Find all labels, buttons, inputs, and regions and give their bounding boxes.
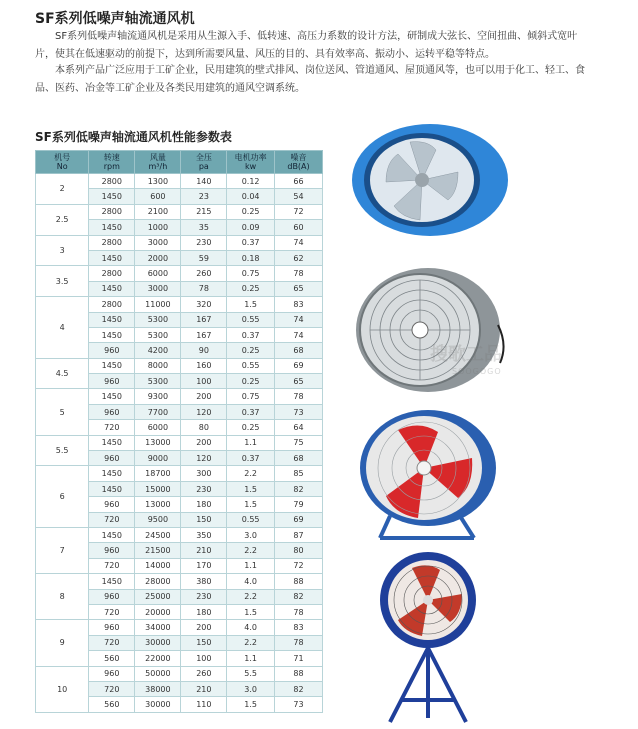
table-cell: 2000 [135, 250, 181, 265]
table-cell: 0.09 [227, 220, 275, 235]
tripod-stand-fan-image [380, 552, 476, 722]
machine-no-cell: 3.5 [36, 266, 89, 297]
table-cell: 960 [89, 497, 135, 512]
table-cell: 720 [89, 604, 135, 619]
header-power: 电机功率 kw [227, 151, 275, 174]
table-row [36, 466, 323, 481]
table-cell: 2.2 [227, 543, 275, 558]
table-title: SF系列低噪声轴流通风机性能参数表 [35, 130, 232, 144]
fan-images [350, 120, 510, 725]
table-cell: 0.25 [227, 343, 275, 358]
watermark-sub: SOOGOGO [452, 367, 502, 376]
table-cell: 720 [89, 635, 135, 650]
table-cell: 3.0 [227, 527, 275, 542]
table-cell: 260 [181, 666, 227, 681]
blue-duct-fan-image [352, 124, 508, 236]
machine-no-cell: 9 [36, 620, 89, 666]
table-cell: 167 [181, 327, 227, 342]
table-cell: 1.5 [227, 297, 275, 312]
intro-paragraph-2: 本系列产品广泛应用于工矿企业，民用建筑的壁式排风、岗位送风、管道通风、屋顶通风等，也可以用于化工、轻工、食品、医药、冶金等工矿企业及各类民用建筑的通风空调系统。 [35, 65, 585, 94]
table-cell: 68 [275, 343, 323, 358]
table-cell: 200 [181, 389, 227, 404]
table-row [36, 666, 323, 681]
table-cell: 8000 [135, 358, 181, 373]
table-cell: 1450 [89, 466, 135, 481]
machine-no-cell: 6 [36, 466, 89, 528]
table-cell: 260 [181, 266, 227, 281]
table-cell: 2800 [89, 235, 135, 250]
table-cell: 1450 [89, 189, 135, 204]
table-cell: 380 [181, 574, 227, 589]
red-blade-fan-image [360, 410, 496, 538]
table-cell: 0.25 [227, 281, 275, 296]
machine-no-cell: 3 [36, 235, 89, 266]
table-cell: 960 [89, 543, 135, 558]
table-cell: 600 [135, 189, 181, 204]
header-noise: 噪音 dB(A) [275, 151, 323, 174]
table-cell: 215 [181, 204, 227, 219]
table-cell: 9000 [135, 451, 181, 466]
table-header-row [36, 151, 323, 174]
table-cell: 3.0 [227, 681, 275, 696]
table-cell: 80 [181, 420, 227, 435]
table-cell: 22000 [135, 651, 181, 666]
table-cell: 74 [275, 235, 323, 250]
table-cell: 60 [275, 220, 323, 235]
table-cell: 71 [275, 651, 323, 666]
table-cell: 960 [89, 374, 135, 389]
table-cell: 1.5 [227, 497, 275, 512]
table-cell: 1450 [89, 220, 135, 235]
table-cell: 90 [181, 343, 227, 358]
table-cell: 20000 [135, 604, 181, 619]
table-row [36, 574, 323, 589]
table-cell: 78 [275, 635, 323, 650]
table-cell: 5300 [135, 327, 181, 342]
table-cell: 13000 [135, 435, 181, 450]
table-cell: 1450 [89, 312, 135, 327]
table-cell: 28000 [135, 574, 181, 589]
table-cell: 50000 [135, 666, 181, 681]
table-cell: 0.18 [227, 250, 275, 265]
table-cell: 1.1 [227, 558, 275, 573]
table-cell: 1450 [89, 435, 135, 450]
table-cell: 82 [275, 481, 323, 496]
table-row [36, 266, 323, 281]
table-cell: 2100 [135, 204, 181, 219]
machine-no-cell: 2 [36, 174, 89, 205]
table-cell: 1.5 [227, 697, 275, 712]
table-cell: 200 [181, 620, 227, 635]
table-row [36, 358, 323, 373]
table-cell: 38000 [135, 681, 181, 696]
machine-no-cell: 7 [36, 527, 89, 573]
machine-no-cell: 2.5 [36, 204, 89, 235]
table-cell: 65 [275, 281, 323, 296]
table-cell: 1450 [89, 389, 135, 404]
table-cell: 210 [181, 543, 227, 558]
table-cell: 167 [181, 312, 227, 327]
table-row [36, 235, 323, 250]
table-cell: 83 [275, 620, 323, 635]
table-cell: 14000 [135, 558, 181, 573]
table-cell: 0.25 [227, 204, 275, 219]
table-cell: 720 [89, 512, 135, 527]
table-cell: 54 [275, 189, 323, 204]
table-cell: 80 [275, 543, 323, 558]
table-row [36, 527, 323, 542]
machine-no-cell: 8 [36, 574, 89, 620]
table-cell: 2.2 [227, 635, 275, 650]
table-cell: 560 [89, 697, 135, 712]
table-cell: 88 [275, 666, 323, 681]
table-cell: 6000 [135, 266, 181, 281]
table-cell: 960 [89, 666, 135, 681]
table-cell: 960 [89, 451, 135, 466]
header-airflow: 风量 m³/h [135, 151, 181, 174]
table-cell: 35 [181, 220, 227, 235]
table-row [36, 204, 323, 219]
header-pressure: 全压 pa [181, 151, 227, 174]
table-cell: 180 [181, 497, 227, 512]
table-cell: 6000 [135, 420, 181, 435]
table-cell: 0.75 [227, 266, 275, 281]
table-cell: 9500 [135, 512, 181, 527]
table-cell: 18700 [135, 466, 181, 481]
table-cell: 13000 [135, 497, 181, 512]
table-cell: 140 [181, 174, 227, 189]
table-cell: 0.37 [227, 235, 275, 250]
table-cell: 24500 [135, 527, 181, 542]
table-cell: 200 [181, 435, 227, 450]
table-cell: 720 [89, 558, 135, 573]
table-cell: 34000 [135, 620, 181, 635]
table-cell: 3000 [135, 281, 181, 296]
table-cell: 150 [181, 512, 227, 527]
table-cell: 1450 [89, 527, 135, 542]
table-cell: 21500 [135, 543, 181, 558]
table-cell: 120 [181, 451, 227, 466]
machine-no-cell: 4 [36, 297, 89, 359]
table-cell: 5300 [135, 374, 181, 389]
table-cell: 65 [275, 374, 323, 389]
table-cell: 0.12 [227, 174, 275, 189]
machine-no-cell: 5.5 [36, 435, 89, 466]
table-cell: 5.5 [227, 666, 275, 681]
table-cell: 4200 [135, 343, 181, 358]
table-cell: 59 [181, 250, 227, 265]
table-cell: 0.04 [227, 189, 275, 204]
table-cell: 2800 [89, 297, 135, 312]
table-row [36, 297, 323, 312]
table-cell: 0.25 [227, 420, 275, 435]
table-cell: 1.1 [227, 435, 275, 450]
table-cell: 2.2 [227, 589, 275, 604]
table-cell: 88 [275, 574, 323, 589]
table-cell: 100 [181, 651, 227, 666]
table-cell: 230 [181, 235, 227, 250]
machine-no-cell: 4.5 [36, 358, 89, 389]
table-cell: 560 [89, 651, 135, 666]
table-cell: 0.37 [227, 327, 275, 342]
table-cell: 78 [275, 604, 323, 619]
table-cell: 1300 [135, 174, 181, 189]
table-cell: 300 [181, 466, 227, 481]
table-cell: 4.0 [227, 574, 275, 589]
page-title: SF系列低噪声轴流通风机 [35, 11, 195, 27]
table-cell: 5300 [135, 312, 181, 327]
table-cell: 230 [181, 589, 227, 604]
table-cell: 210 [181, 681, 227, 696]
table-cell: 78 [275, 266, 323, 281]
table-cell: 0.37 [227, 404, 275, 419]
table-cell: 2800 [89, 204, 135, 219]
table-row [36, 435, 323, 450]
table-cell: 150 [181, 635, 227, 650]
table-cell: 0.75 [227, 389, 275, 404]
table-cell: 74 [275, 327, 323, 342]
table-cell: 79 [275, 497, 323, 512]
table-cell: 0.25 [227, 374, 275, 389]
table-cell: 1.1 [227, 651, 275, 666]
spec-table [35, 150, 323, 713]
table-cell: 1.5 [227, 604, 275, 619]
table-cell: 78 [181, 281, 227, 296]
table-cell: 1000 [135, 220, 181, 235]
table-cell: 85 [275, 466, 323, 481]
table-cell: 960 [89, 620, 135, 635]
table-cell: 1450 [89, 481, 135, 496]
watermark-brand: 搜歌工品 [430, 344, 502, 365]
table-cell: 1450 [89, 574, 135, 589]
table-body [36, 174, 323, 713]
table-cell: 720 [89, 681, 135, 696]
table-cell: 74 [275, 312, 323, 327]
table-cell: 1450 [89, 281, 135, 296]
table-cell: 87 [275, 527, 323, 542]
table-cell: 2.2 [227, 466, 275, 481]
table-cell: 69 [275, 358, 323, 373]
header-no: 机号 No [36, 151, 89, 174]
table-cell: 160 [181, 358, 227, 373]
table-cell: 960 [89, 589, 135, 604]
table-row [36, 620, 323, 635]
table-cell: 100 [181, 374, 227, 389]
table-cell: 110 [181, 697, 227, 712]
table-cell: 72 [275, 204, 323, 219]
table-cell: 4.0 [227, 620, 275, 635]
table-cell: 0.55 [227, 358, 275, 373]
table-cell: 68 [275, 451, 323, 466]
table-cell: 0.55 [227, 312, 275, 327]
table-cell: 82 [275, 681, 323, 696]
table-cell: 75 [275, 435, 323, 450]
table-cell: 73 [275, 697, 323, 712]
table-cell: 1.5 [227, 481, 275, 496]
table-cell: 15000 [135, 481, 181, 496]
table-cell: 82 [275, 589, 323, 604]
table-cell: 320 [181, 297, 227, 312]
table-cell: 23 [181, 189, 227, 204]
table-cell: 350 [181, 527, 227, 542]
table-cell: 170 [181, 558, 227, 573]
table-cell: 2800 [89, 174, 135, 189]
table-cell: 69 [275, 512, 323, 527]
table-cell: 120 [181, 404, 227, 419]
table-cell: 960 [89, 404, 135, 419]
table-cell: 960 [89, 343, 135, 358]
table-cell: 1450 [89, 327, 135, 342]
table-cell: 0.55 [227, 512, 275, 527]
table-cell: 1450 [89, 358, 135, 373]
intro-paragraph-1: SF系列低噪声轴流通风机是采用从生源入手、低转速、高压力系数的设计方法，研制成大弦长、空间扭曲、倾斜式宽叶片，使其在低速驱动的前提下，达到所需要风量、风压的目的、具有效率高、振动小、运转平稳等特点。 [35, 31, 578, 60]
table-cell: 7700 [135, 404, 181, 419]
table-cell: 11000 [135, 297, 181, 312]
table-cell: 1450 [89, 250, 135, 265]
table-cell: 30000 [135, 697, 181, 712]
table-row [36, 174, 323, 189]
table-cell: 62 [275, 250, 323, 265]
table-cell: 78 [275, 389, 323, 404]
table-cell: 2800 [89, 266, 135, 281]
table-cell: 9300 [135, 389, 181, 404]
machine-no-cell: 10 [36, 666, 89, 712]
table-cell: 66 [275, 174, 323, 189]
table-row [36, 389, 323, 404]
table-cell: 3000 [135, 235, 181, 250]
table-cell: 72 [275, 558, 323, 573]
header-rpm: 转速 rpm [89, 151, 135, 174]
machine-no-cell: 5 [36, 389, 89, 435]
table-cell: 0.37 [227, 451, 275, 466]
table-cell: 180 [181, 604, 227, 619]
table-cell: 230 [181, 481, 227, 496]
table-cell: 83 [275, 297, 323, 312]
table-cell: 720 [89, 420, 135, 435]
table-cell: 73 [275, 404, 323, 419]
table-cell: 25000 [135, 589, 181, 604]
table-cell: 64 [275, 420, 323, 435]
table-cell: 30000 [135, 635, 181, 650]
